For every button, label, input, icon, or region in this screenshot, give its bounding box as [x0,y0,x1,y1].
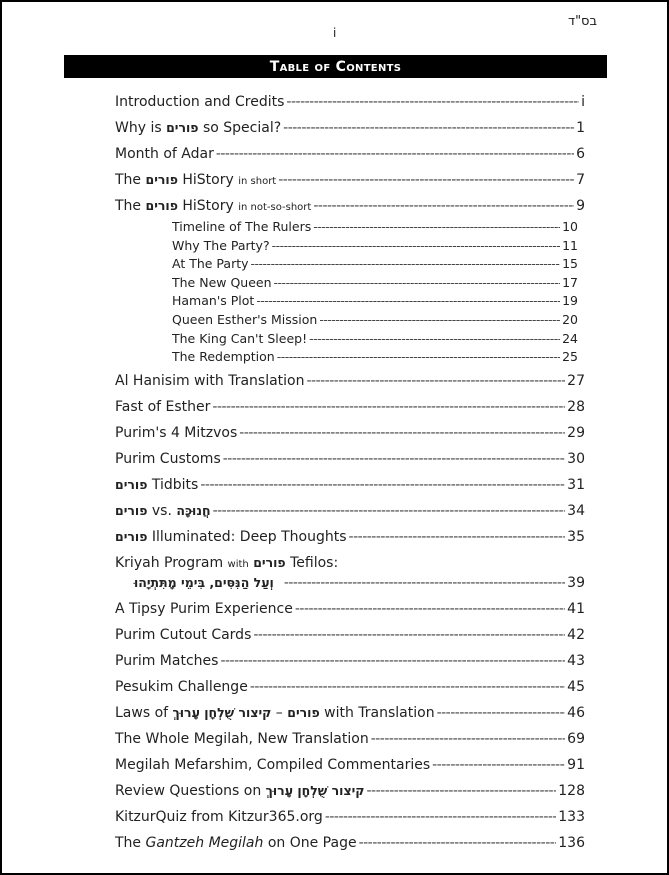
dot-leader [283,120,574,136]
dot-leader [213,503,566,519]
entry-label: Megilah Mefarshim, Compiled Commentaries [115,757,431,773]
page-number: i [333,26,337,40]
toc-sub-new-queen[interactable] [172,275,578,290]
entry-page: 27 [567,373,585,389]
toc-entry-mitzvos[interactable] [115,425,585,441]
toc-sub-redemption[interactable] [172,349,578,364]
toc-entry-cutout-cards[interactable] [115,627,585,643]
toc-entry-gantzeh-megilah[interactable] [115,835,585,851]
toc-entry-customs[interactable] [115,451,585,467]
dot-leader [319,312,560,327]
toc-sub-esther-mission[interactable] [172,312,578,327]
entry-page: 46 [567,705,585,721]
entry-label: The Gantzeh Megilah on One Page [115,835,357,851]
dot-leader [272,238,561,253]
dot-leader [295,601,565,617]
toc-entry-vaal-hanisim[interactable] [134,575,585,591]
entry-label: Timeline of The Rulers [172,219,312,234]
toc-entry-fast-of-esther[interactable] [115,399,585,415]
dot-leader [437,705,566,721]
entry-page: 19 [562,293,578,308]
dot-leader [359,835,557,851]
entry-label: Month of Adar [115,146,214,162]
dot-leader [284,575,565,591]
entry-page: 20 [562,312,578,327]
dot-leader [307,373,566,389]
dot-leader [200,477,565,493]
toc-entry-month-of-adar[interactable] [115,146,585,162]
dot-leader [286,94,579,110]
entry-page: 17 [562,275,578,290]
entry-label: Review Questions on קיצור שֻׁלְחָן עָרוּךְ [115,783,365,799]
entry-page: 30 [567,451,585,467]
entry-page: 91 [567,757,585,773]
entry-page: 34 [567,503,585,519]
toc-entry-pesukim[interactable] [115,679,585,695]
entry-label: The Redemption [172,349,275,364]
toc-sub-why-party[interactable] [172,238,578,253]
toc-entry-al-hanisim[interactable] [115,373,585,389]
dot-leader [216,146,574,162]
toc-entry-illuminated[interactable] [115,529,585,545]
dot-leader [220,653,565,669]
toc-entry-laws[interactable] [115,705,585,721]
header-mark: בס"ד [567,14,597,29]
entry-label: פורים Tidbits [115,477,199,493]
entry-page: 10 [562,219,578,234]
entry-page: 31 [567,477,585,493]
dot-leader [250,679,565,695]
entry-page: 133 [558,809,585,825]
dot-leader [309,331,560,346]
dot-leader [274,275,561,290]
toc-entry-review-questions[interactable] [115,783,585,799]
entry-page: 7 [576,172,585,188]
toc-entry-introduction[interactable] [115,94,585,110]
entry-page: 24 [562,331,578,346]
toc-sub-king-cant-sleep[interactable] [172,331,578,346]
entry-page: 25 [562,349,578,364]
entry-page: 28 [567,399,585,415]
dot-leader [371,731,565,747]
entry-page: 9 [576,198,585,214]
toc-entry-why-special[interactable] [115,120,585,136]
entry-page: 29 [567,425,585,441]
toc-title: Table of Contents [269,58,402,75]
entry-label: Pesukim Challenge [115,679,248,695]
entry-label: Purim Cutout Cards [115,627,252,643]
toc-entry-history-long[interactable] [115,198,585,214]
entry-page: 11 [562,238,578,253]
entry-page: 1 [576,120,585,136]
entry-label: וְעַל הַנִּסִּים, בִּימֵי מָתִּתְיָהוּ [134,575,274,590]
dot-leader [239,425,565,441]
entry-label: Queen Esther's Mission [172,312,318,327]
dot-leader [432,757,565,773]
toc-sub-at-party[interactable] [172,256,578,271]
entry-page: 15 [562,256,578,271]
entry-label: Al Hanisim with Translation [115,373,305,389]
entry-label: KitzurQuiz from Kitzur365.org [115,809,323,825]
toc-entry-tipsy[interactable] [115,601,585,617]
entry-page: 69 [567,731,585,747]
entry-label: Why is פורים so Special? [115,120,282,136]
entry-label: Why The Party? [172,238,270,253]
dot-leader [223,451,565,467]
entry-label: The פורים HiStory in not-so-short [115,198,312,214]
entry-label: Purim Customs [115,451,221,467]
entry-label: Purim's 4 Mitzvos [115,425,238,441]
toc-entry-matches[interactable] [115,653,585,669]
entry-page: 39 [567,575,585,591]
toc-entry-whole-megilah[interactable] [115,731,585,747]
dot-leader [313,198,574,214]
toc-entry-history-short[interactable] [115,172,585,188]
toc-entry-kitzurquiz[interactable] [115,809,585,825]
dot-leader [251,256,561,271]
toc-title-bar [64,55,607,78]
dot-leader [256,293,560,308]
entry-page: 43 [567,653,585,669]
entry-label: Purim Matches [115,653,219,669]
toc-entry-kriyah-program[interactable]: Kriyah Program with פורים Tefilos: [115,555,339,571]
toc-sub-hamans-plot[interactable] [172,293,578,308]
entry-page: i [581,94,585,110]
entry-label: Fast of Esther [115,399,211,415]
entry-page: 41 [567,601,585,617]
dot-leader [325,809,556,825]
entry-label: The King Can't Sleep! [172,331,308,346]
dot-leader [366,783,556,799]
dot-leader [253,627,565,643]
toc-entry-mefarshim[interactable] [115,757,585,773]
entry-label: Laws of פורים – קיצור שֻׁלְחָן עָרוּךְ with Translation [115,705,435,721]
dot-leader [349,529,566,545]
entry-page: 6 [576,146,585,162]
entry-page: 42 [567,627,585,643]
entry-label: The New Queen [172,275,272,290]
toc-entry-purim-vs-chanukah[interactable] [115,503,585,519]
toc-entry-tidbits[interactable] [115,477,585,493]
entry-page: 35 [567,529,585,545]
entry-label: The Whole Megilah, New Translation [115,731,369,747]
entry-label: Haman's Plot [172,293,255,308]
entry-label: At The Party [172,256,249,271]
entry-page: 136 [558,835,585,851]
entry-label: פורים Illuminated: Deep Thoughts [115,529,347,545]
dot-leader [313,219,560,234]
entry-page: 45 [567,679,585,695]
entry-label: The פורים HiStory in short [115,172,277,188]
dot-leader [277,349,560,364]
entry-label: פורים vs. חֲנוּכָּה [115,503,211,519]
entry-label: A Tipsy Purim Experience [115,601,293,617]
entry-page: 128 [558,783,585,799]
entry-label: Introduction and Credits [115,94,285,110]
dot-leader [278,172,574,188]
toc-sub-timeline[interactable] [172,219,578,234]
dot-leader [212,399,565,415]
